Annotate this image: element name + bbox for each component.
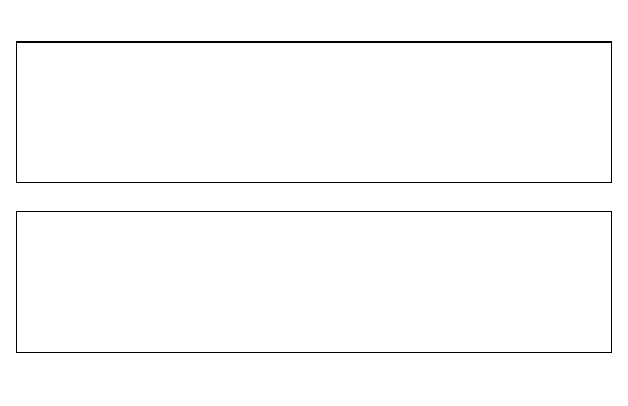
- top-table-rule-left: [16, 41, 17, 183]
- top-table-rule-right: [611, 41, 612, 183]
- top-table-rule-bottom: [16, 182, 612, 183]
- bottom-table-rule-top: [16, 211, 612, 212]
- bottom-table-rule-bottom: [16, 352, 612, 353]
- bottom-table-rule-left: [16, 211, 17, 353]
- top-table-rule-top: [16, 41, 612, 43]
- bottom-table-rule-right: [611, 211, 612, 353]
